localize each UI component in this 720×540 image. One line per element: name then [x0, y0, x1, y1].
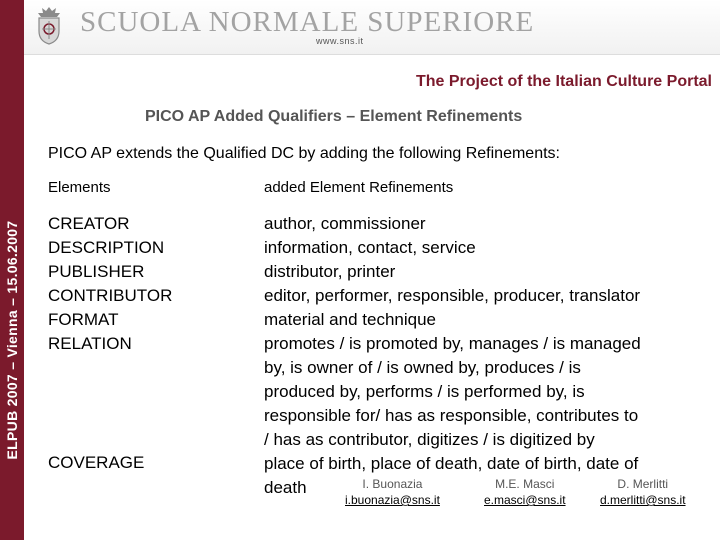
- refinement-line: author, commissioner: [264, 214, 426, 233]
- refinement-line: responsible for/ has as responsible, contributes to: [264, 406, 639, 425]
- refinement-line: by, is owner of / is owned by, produces / is: [264, 358, 581, 377]
- refinement-line: information, contact, service: [264, 238, 476, 257]
- author-name: M.E. Masci: [495, 477, 555, 491]
- elements-column-header: Elements: [48, 179, 111, 196]
- refinement-line: promotes / is promoted by, manages / is managed: [264, 334, 641, 353]
- intro-text: PICO AP extends the Qualified DC by adding the following Refinements:: [48, 145, 560, 162]
- header-divider: [24, 54, 720, 55]
- section-title: PICO AP Added Qualifiers – Element Refinements: [145, 108, 523, 125]
- author-block: [600, 476, 686, 508]
- element-item: DESCRIPTION: [48, 238, 165, 257]
- author-name: I. Buonazia: [362, 477, 423, 491]
- element-item: RELATION: [48, 334, 132, 353]
- crest-icon: [34, 5, 64, 45]
- author-email-link[interactable]: d.merlitti@sns.it: [600, 493, 686, 507]
- element-item: CONTRIBUTOR: [48, 286, 173, 305]
- refinements-column-header: added Element Refinements: [264, 179, 454, 196]
- author-block: [345, 476, 440, 508]
- element-item-coverage: COVERAGE: [48, 453, 145, 472]
- sidebar-band: [0, 0, 24, 540]
- institution-name: SCUOLA NORMALE SUPERIORE: [80, 6, 535, 38]
- refinement-line: place of birth, place of death, date of birth, date of: [264, 454, 639, 473]
- author-block: [484, 476, 566, 508]
- institution-url: www.sns.it: [316, 36, 364, 46]
- refinement-line: editor, performer, responsible, producer, translator: [264, 286, 641, 305]
- element-item: CREATOR: [48, 214, 130, 233]
- refinement-line: death: [264, 478, 307, 497]
- author-name: D. Merlitti: [617, 477, 669, 491]
- refinement-line: / has as contributor, digitizes / is digitized by: [264, 430, 595, 449]
- refinement-line: material and technique: [264, 310, 437, 329]
- refinements-list: [264, 212, 714, 500]
- element-item: FORMAT: [48, 310, 119, 329]
- element-item: PUBLISHER: [48, 262, 145, 281]
- conference-label: ELPUB 2007 – Vienna – 15.06.2007: [4, 220, 20, 460]
- refinement-line: produced by, performs / is performed by, is: [264, 382, 585, 401]
- elements-list: [48, 212, 172, 356]
- project-title: The Project of the Italian Culture Portal: [415, 73, 712, 90]
- refinement-line: distributor, printer: [264, 262, 396, 281]
- author-email-link[interactable]: e.masci@sns.it: [484, 493, 566, 507]
- author-email-link[interactable]: i.buonazia@sns.it: [345, 493, 440, 507]
